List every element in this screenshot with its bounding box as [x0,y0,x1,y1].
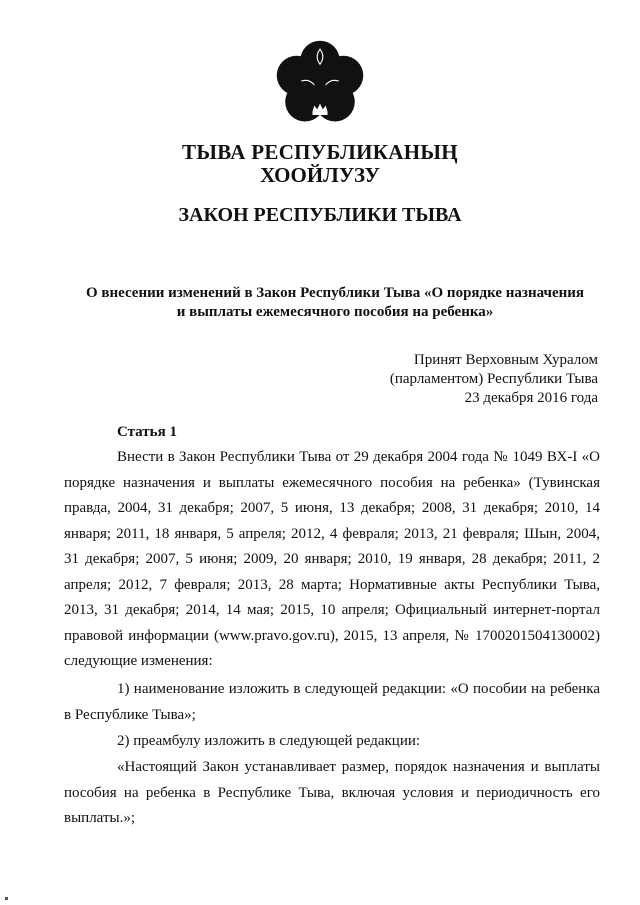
header-line-tuvan: ТЫВА РЕСПУБЛИКАНЫҢ [182,140,458,164]
law-subject [70,284,600,322]
page-title: ЗАКОН РЕСПУБЛИКИ ТЫВА [178,204,462,226]
adoption-line-1: Принят Верховным Хуралом [413,352,598,368]
scan-mark [5,897,8,900]
article-heading: Статья 1 [117,424,177,440]
article-paragraph [64,677,600,728]
article-paragraph [64,729,600,755]
amendment-quote: «Настоящий Закон устанавливает размер, порядок назначения и выплаты пособия на ребенка в Республике Тыва, включая условия и периодичность его выплаты.»; [64,759,600,826]
adoption-line-2: (парламентом) Республики Тыва [389,371,598,387]
tuva-coat-of-arms-icon [273,36,367,130]
subject-line-1: О внесении изменений в Закон Республики Тыва «О порядке назначения [85,285,585,301]
amendment-intro: Внести в Закон Республики Тыва от 29 декабря 2004 года № 1049 ВХ-I «О порядке назначения и выплаты ежемесячного пособия на ребенка» (Тувинская правда, 2004, 31 декабря; 2007, 5 июня, 13 декабря; 2008, 31 декабря; 2010, 14 января; 2011, 18 января, 5 апреля; 2012, 4 февраля; 2013, 21 февраля; Шын, 2004, 31 декабря; 2007, 5 июня; 2009, 20 января; 2010, 19 января, 28 декабря; 2011, 2 апреля; 2012, 7 февраля; 2013, 28 марта; Нормативные акты Республики Тыва, 2013, 31 декабря; 2014, 14 мая; 2015, 10 апреля; Официальный интернет-портал правовой информации (www.pravo.gov.ru), 2015, 13 апреля, № 1700201504130002) следующие изменения: [64,449,600,669]
header-line-tuvan-law: ХООЙЛУЗУ [260,163,380,187]
amendment-item-1: 1) наименование изложить в следующей редакции: «О пособии на ребенка в Республике Тыва»; [64,681,600,723]
subject-line-2: и выплаты ежемесячного пособия на ребенка» [176,304,494,320]
amendment-item-2: 2) преамбулу изложить в следующей редакции: [117,733,421,749]
adoption-date: 23 декабря 2016 года [464,390,598,406]
adoption-block [390,351,598,408]
article-paragraph [64,755,600,832]
article-paragraph [64,445,600,675]
